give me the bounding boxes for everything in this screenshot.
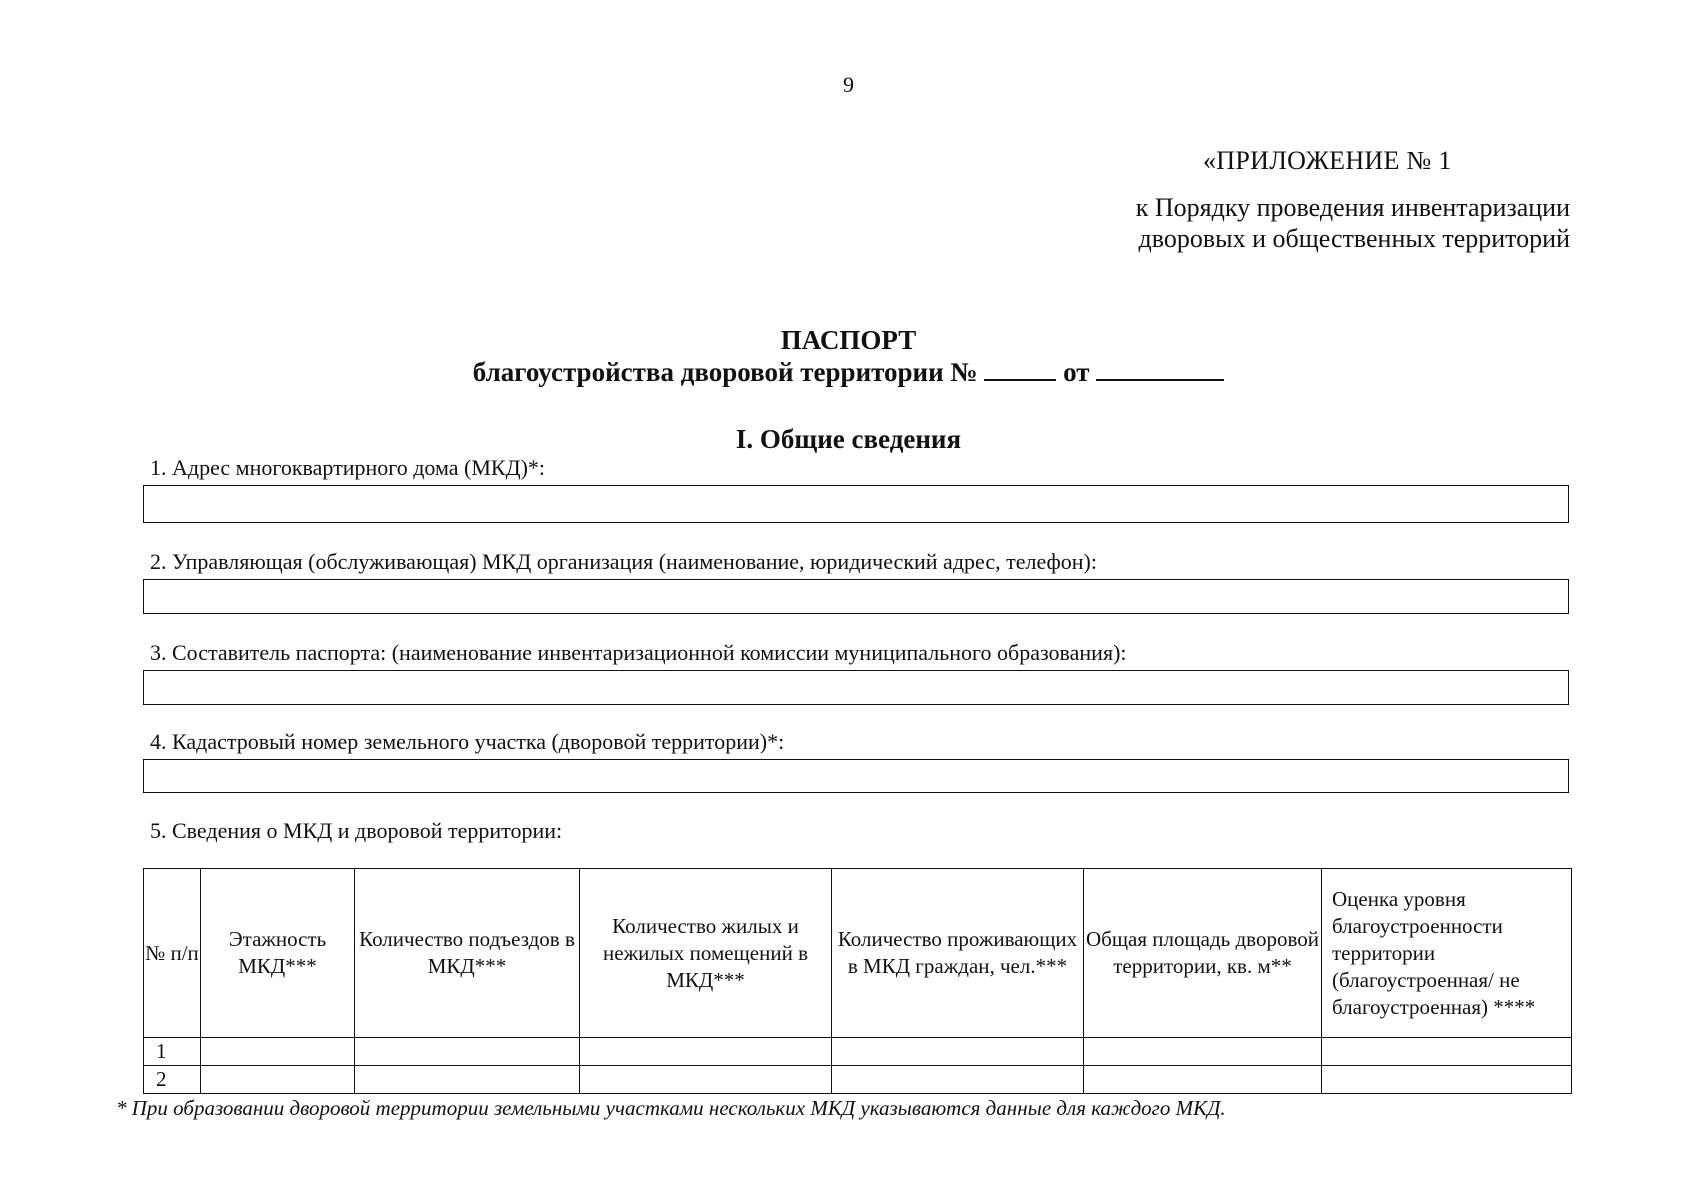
document-title: ПАСПОРТ <box>780 325 917 355</box>
cadastral-number-field[interactable] <box>143 759 1569 793</box>
table-cell[interactable] <box>1322 1038 1572 1066</box>
header-area: Общая площадь дворовой территории, кв. м** <box>1084 869 1322 1038</box>
field-label-management: 2. Управляющая (обслуживающая) МКД организация (наименование, юридический адрес, телефон): <box>150 549 1097 574</box>
compiler-field[interactable] <box>143 670 1569 705</box>
table-row <box>144 1066 1572 1094</box>
passport-number-blank[interactable] <box>984 357 1056 381</box>
appendix-subtitle <box>1100 192 1570 254</box>
table-cell[interactable] <box>201 1066 355 1094</box>
field-label-compiler: 3. Составитель паспорта: (наименование инвентаризационной комиссии муниципального образования): <box>150 640 1127 665</box>
header-assessment: Оценка уровня благоустроенности территории (благоустроенная/ не благоустроенная) **** <box>1322 869 1572 1038</box>
table-cell[interactable] <box>580 1066 832 1094</box>
table-cell[interactable] <box>580 1038 832 1066</box>
field-label-cadastral: 4. Кадастровый номер земельного участка (дворовой территории)*: <box>150 729 785 754</box>
subtitle-text: благоустройства дворовой территории № <box>472 357 978 387</box>
document-subtitle <box>0 357 1697 388</box>
appendix-line-2: дворовых и общественных территорий <box>1138 224 1570 253</box>
table-cell[interactable] <box>832 1066 1084 1094</box>
header-entrances: Количество подъездов в МКД*** <box>355 869 580 1038</box>
table-cell[interactable] <box>355 1066 580 1094</box>
page-number: 9 <box>843 72 854 97</box>
table-cell[interactable] <box>1322 1066 1572 1094</box>
table-cell: 2 <box>144 1066 201 1094</box>
table-header-row <box>144 869 1572 1038</box>
header-floors: Этажность МКД*** <box>201 869 355 1038</box>
header-residents: Количество проживающих в МКД граждан, чел.*** <box>832 869 1084 1038</box>
table-cell[interactable] <box>201 1038 355 1066</box>
table-cell[interactable] <box>1084 1038 1322 1066</box>
table-cell: 1 <box>144 1038 201 1066</box>
mkd-info-table <box>143 868 1572 1094</box>
footnote: * При образовании дворовой территории земельными участками нескольких МКД указываются данные для каждого МКД. <box>116 1096 1226 1120</box>
header-premises: Количество жилых и нежилых помещений в МКД*** <box>580 869 832 1038</box>
address-field[interactable] <box>143 485 1569 523</box>
passport-date-blank[interactable] <box>1096 357 1224 381</box>
subtitle-date-label: от <box>1063 357 1090 387</box>
appendix-line-1: к Порядку проведения инвентаризации <box>1135 193 1570 222</box>
section-title: I. Общие сведения <box>735 424 962 454</box>
table-cell[interactable] <box>355 1038 580 1066</box>
table-row <box>144 1038 1572 1066</box>
field-label-address: 1. Адрес многоквартирного дома (МКД)*: <box>150 455 546 480</box>
table-cell[interactable] <box>1084 1066 1322 1094</box>
table-cell[interactable] <box>832 1038 1084 1066</box>
table-section-label: 5. Сведения о МКД и дворовой территории: <box>150 818 563 843</box>
appendix-title: «ПРИЛОЖЕНИЕ № 1 <box>1203 146 1452 175</box>
management-org-field[interactable] <box>143 579 1569 614</box>
header-number: № п/п <box>144 869 201 1038</box>
